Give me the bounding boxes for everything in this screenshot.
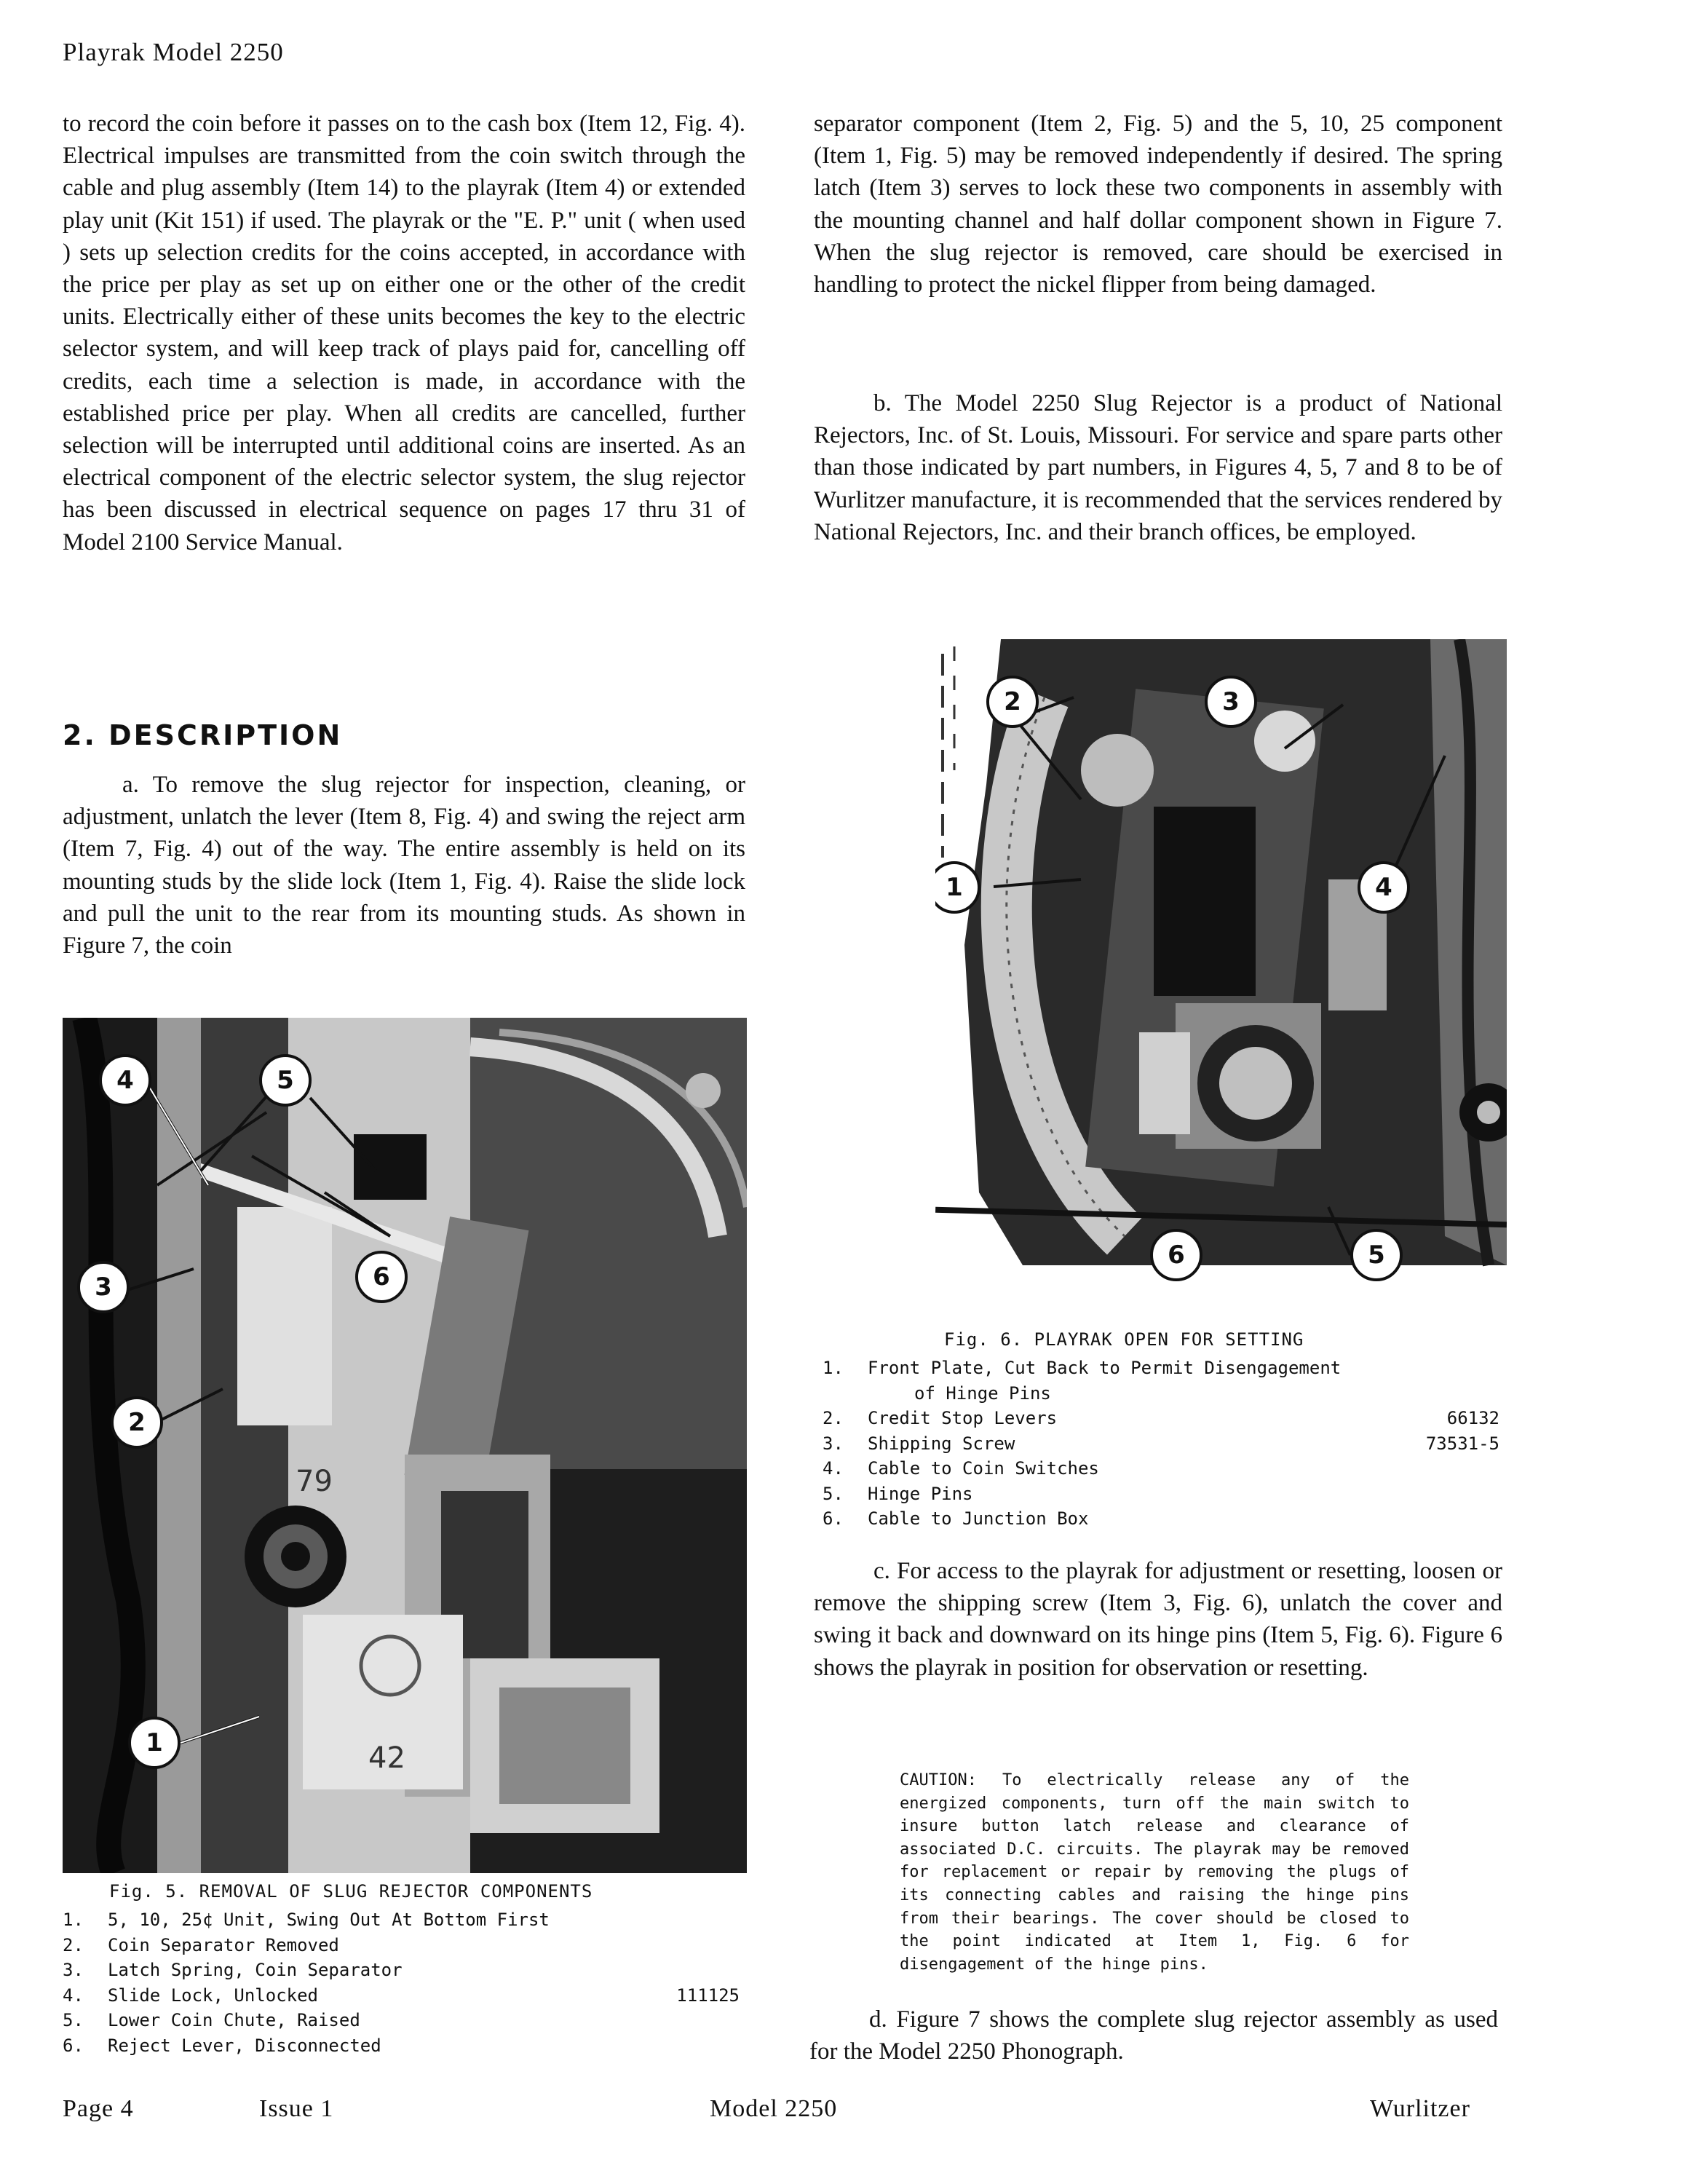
fig5-callout-6: 6 xyxy=(355,1251,408,1303)
right-column-intro xyxy=(814,108,1502,301)
legend-num: 2. xyxy=(63,1934,84,1955)
fig6-callout-6: 6 xyxy=(1150,1229,1202,1281)
fig6-callout-5: 5 xyxy=(1350,1229,1403,1281)
legend-text: Coin Separator Removed xyxy=(108,1934,339,1955)
fig6-legend-item xyxy=(823,1356,1499,1381)
right-column-para-b xyxy=(814,387,1502,548)
fig6-legend-item xyxy=(823,1406,1499,1431)
legend-text: of Hinge Pins xyxy=(914,1382,1051,1404)
fig5-callout-3: 3 xyxy=(77,1261,130,1313)
fig6-legend-item xyxy=(823,1456,1499,1481)
right-column-para-d xyxy=(809,2003,1498,2068)
legend-text: Lower Coin Chute, Raised xyxy=(108,2010,360,2030)
legend-text: Shipping Screw xyxy=(868,1433,1015,1454)
fig5-legend-item xyxy=(63,1907,740,1933)
right-column-para-c xyxy=(814,1555,1502,1684)
fig6-caption: Fig. 6. PLAYRAK OPEN FOR SETTING xyxy=(944,1329,1304,1350)
legend-num: 6. xyxy=(823,1508,844,1529)
caution-note: CAUTION: To electrically release any of the energized components, turn off the main switch to insure button latch release and clearance of associated D.C. circuits. The playrak may be removed for replacement or repair by removing the plugs of its connecting cables and raising the hinge pins from their bearings. The cover should be closed to the point indicated at Item 1, Fig. 6 for disengagement of the hinge pins. xyxy=(900,1771,1409,1974)
legend-text: Reject Lever, Disconnected xyxy=(108,2035,381,2056)
left-column-intro xyxy=(63,108,745,558)
right-intro-paragraph: separator component (Item 2, Fig. 5) and the 5, 10, 25 component (Item 1, Fig. 5) may be removed independently if desired. The spring latch (Item 3) serves to lock these two components in assembly with the mounting channel and half dollar component shown in Figure 7. When the slug rejector is removed, care should be exercised in handling to protect the nickel flipper from being damaged. xyxy=(814,111,1502,298)
fig5-part-number: 111125 xyxy=(676,1985,740,2006)
fig5-caption: Fig. 5. REMOVAL OF SLUG REJECTOR COMPONENTS xyxy=(109,1881,593,1902)
fig5-mark-79: 79 xyxy=(296,1465,333,1498)
legend-text: Latch Spring, Coin Separator xyxy=(108,1960,403,1980)
legend-num: 3. xyxy=(823,1433,844,1454)
legend-part: 66132 xyxy=(1446,1408,1499,1428)
fig5-legend-item xyxy=(63,1933,740,1958)
legend-num: 6. xyxy=(63,2035,84,2056)
fig6-legend-item xyxy=(823,1381,1499,1406)
fig6-callout-3: 3 xyxy=(1205,676,1257,728)
paragraph-c: c. For access to the playrak for adjustment or resetting, loosen or remove the shipping screw (Item 3, Fig. 6), unlatch the cover and swing it back and downward on its hinge pins (Item 5, Fig. 6). Figure 6 shows the playrak in position for observation or resetting. xyxy=(814,1558,1502,1681)
footer-model: Model 2250 xyxy=(710,2095,838,2122)
paragraph-a: a. To remove the slug rejector for inspection, cleaning, or adjustment, unlatch the lever (Item 8, Fig. 4) and swing the reject arm (Item 7, Fig. 4) out of the way. The entire assembly is held on its mounting studs by the slide lock (Item 1, Fig. 4). Raise the slide lock and pull the unit to the rear from its mounting studs. As shown in Figure 7, the coin xyxy=(63,772,745,960)
fig6-illustration xyxy=(935,639,1507,1305)
fig6-legend-item xyxy=(823,1506,1499,1532)
legend-part: 73531-5 xyxy=(1425,1433,1499,1454)
legend-num: 4. xyxy=(63,1985,84,2006)
fig6-photo xyxy=(935,639,1507,1305)
paragraph-b: b. The Model 2250 Slug Rejector is a product of National Rejectors, Inc. of St. Louis, Missouri. For service and spare parts other than those indicated by part numbers, in Figures 4, 5, 7 and 8 to be of Wurlitzer manufacture, it is recommended that the services rendered by National Rejectors, Inc. and their branch offices, be employed. xyxy=(814,390,1502,545)
fig6-callout-1: 1 xyxy=(935,861,980,914)
legend-text: 5, 10, 25¢ Unit, Swing Out At Bottom First xyxy=(108,1910,550,1930)
legend-text: Slide Lock, Unlocked xyxy=(108,1985,318,2006)
legend-text: Cable to Junction Box xyxy=(868,1508,1089,1529)
legend-num: 1. xyxy=(63,1910,84,1930)
fig5-mark-42: 42 xyxy=(368,1741,405,1775)
fig5-legend-item xyxy=(63,2033,740,2059)
fig5-callout-5: 5 xyxy=(259,1054,312,1107)
fig5-legend xyxy=(63,1907,740,2058)
legend-num: 5. xyxy=(63,2010,84,2030)
running-head: Playrak Model 2250 xyxy=(63,38,284,66)
legend-text: Cable to Coin Switches xyxy=(868,1458,1099,1479)
fig5-callout-4: 4 xyxy=(99,1054,151,1107)
legend-num: 5. xyxy=(823,1483,844,1504)
fig5-callout-1: 1 xyxy=(128,1717,181,1769)
fig5-photo xyxy=(63,1018,747,1873)
fig5-legend-item xyxy=(63,1958,740,1983)
fig6-legend-item xyxy=(823,1431,1499,1457)
fig5-legend-item xyxy=(63,2008,740,2033)
legend-num: 4. xyxy=(823,1458,844,1479)
fig6-legend xyxy=(823,1356,1499,1532)
fig5-callout-2: 2 xyxy=(111,1396,163,1449)
footer-page: Page 4 xyxy=(63,2095,134,2122)
fig6-callout-2: 2 xyxy=(986,676,1039,728)
footer-brand: Wurlitzer xyxy=(1370,2095,1470,2122)
legend-text: Hinge Pins xyxy=(868,1483,973,1504)
legend-num: 1. xyxy=(823,1358,844,1378)
left-column-para-a xyxy=(63,769,745,962)
section-heading: 2. DESCRIPTION xyxy=(63,719,343,751)
legend-num: 3. xyxy=(63,1960,84,1980)
legend-num: 2. xyxy=(823,1408,844,1428)
paragraph-d: d. Figure 7 shows the complete slug rejector assembly as used for the Model 2250 Phonograph. xyxy=(809,2006,1498,2065)
fig6-callout-4: 4 xyxy=(1358,861,1410,914)
fig5-legend-item xyxy=(63,1983,740,2009)
fig6-legend-item xyxy=(823,1481,1499,1507)
legend-text: Credit Stop Levers xyxy=(868,1408,1058,1428)
footer-issue: Issue 1 xyxy=(259,2095,334,2122)
intro-paragraph: to record the coin before it passes on to the cash box (Item 12, Fig. 4). Electrical impulses are transmitted from the coin switch through the cable and plug assembly (Item 14) to the playrak (Item 4) or extended play unit (Kit 151) if used. The playrak or the "E. P." unit ( when used ) sets up selection credits for the coins accepted, in accordance with the price per play as set up on either one or the other of the credit units. Electrically either of these units becomes the key to the electric selector system, and will keep track of plays paid for, cancelling off credits, each time a selection is made, in accordance with the established price per play. When all credits are cancelled, further selection will be interrupted until additional coins are inserted. As an electrical component of the electric selector system, the slug rejector has been discussed in electrical sequence on pages 17 thru 31 of Model 2100 Service Manual. xyxy=(63,111,745,555)
legend-text: Front Plate, Cut Back to Permit Disengagement xyxy=(868,1358,1342,1378)
